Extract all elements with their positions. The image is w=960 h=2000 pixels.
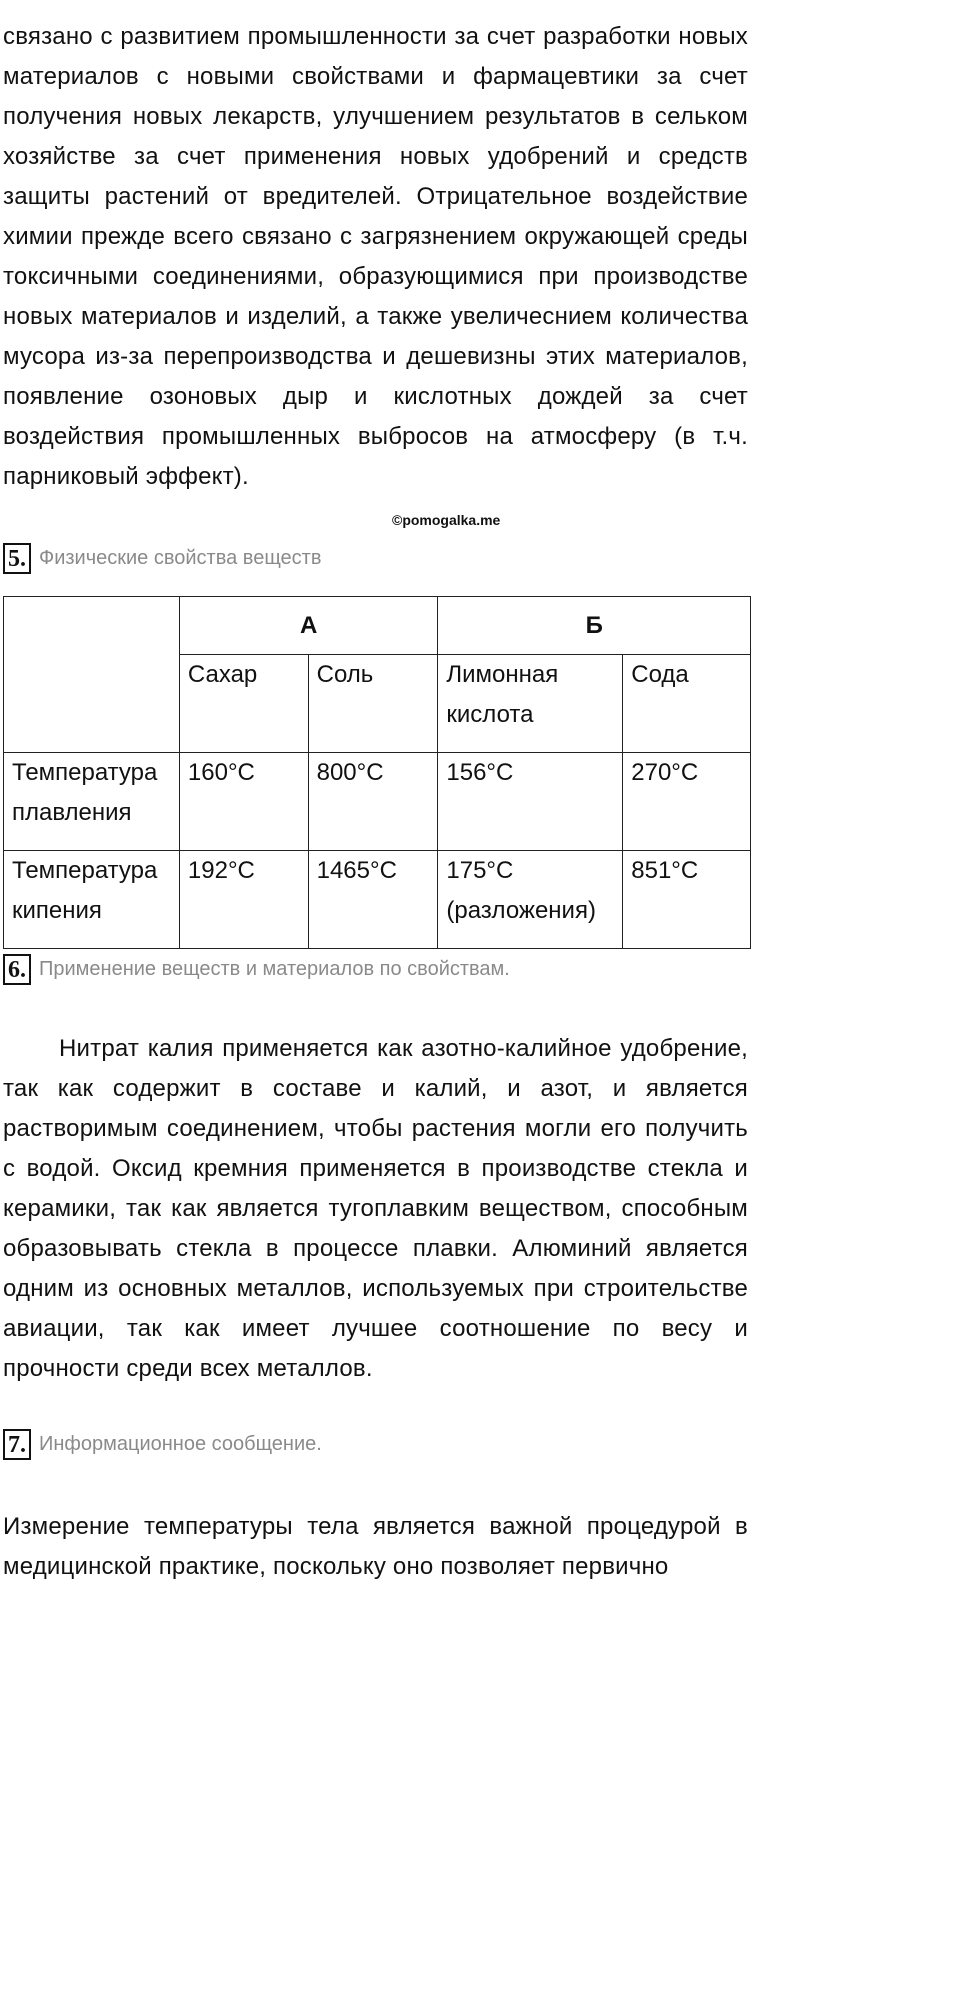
task-6-heading xyxy=(3,953,510,985)
group-a-header: А xyxy=(179,597,437,655)
task-number: 5. xyxy=(3,543,31,574)
table-cell: 160°C xyxy=(179,753,308,851)
column-header: Соль xyxy=(308,655,438,753)
table-cell: 851°C xyxy=(623,851,751,949)
column-header: Сахар xyxy=(179,655,308,753)
column-header: Лимонная кислота xyxy=(438,655,623,753)
task-number: 7. xyxy=(3,1429,31,1460)
properties-table xyxy=(3,596,751,949)
table-cell: 270°C xyxy=(623,753,751,851)
group-b-header: Б xyxy=(438,597,751,655)
task-5-heading xyxy=(3,542,321,574)
task-title: Физические свойства веществ xyxy=(39,546,322,569)
paragraph-materials-application: Нитрат калия применяется как азотно-калийное удобрение, так как содержит в составе и калий, и азот, и является растворимым соединением, чтобы растения могли его получить с водой. Оксид кремния применяется в производстве стекла и керамики, так как является тугоплавким веществом, способным образовывать стекла в процессе плавки. Алюминий является одним из основных металлов, используемых при строительстве авиации, так как имеет лучшее соотношение по весу и прочности среди всех металлов. xyxy=(3,1035,748,1382)
row-label: Температура плавления xyxy=(4,753,180,851)
row-label: Температура кипения xyxy=(4,851,180,949)
table-row xyxy=(4,753,751,851)
task-number: 6. xyxy=(3,954,31,985)
task-title: Информационное сообщение. xyxy=(39,1432,322,1455)
table-cell: 175°C (разложения) xyxy=(438,851,623,949)
task-7-heading xyxy=(3,1428,322,1460)
table-corner-cell xyxy=(4,597,180,753)
table-header-row xyxy=(4,597,751,655)
paragraph-temperature-measurement: Измерение температуры тела является важной процедурой в медицинской практике, поскольку оно позволяет первично xyxy=(3,1513,748,1580)
column-header: Сода xyxy=(623,655,751,753)
table-cell: 156°C xyxy=(438,753,623,851)
paragraph-chemistry-impact: связано с развитием промышленности за счет разработки новых материалов с новыми свойствами и фармацевтики за счет получения новых лекарств, улучшением результатов в сельком хозяйстве за счет применения новых удобрений и средств защиты растений от вредителей. Отрицательное воздействие химии прежде всего связано с загрязнением окружающей среды токсичными соединениями, образующимися при производстве новых материалов и изделий, а также увеличеснием количества мусора из-за перепроизводства и дешевизны этих материалов, появление озоновых дыр и кислотных дождей за счет воздействия промышленных выбросов на атмосферу (в т.ч. парниковый эффект). xyxy=(3,23,748,490)
table-cell: 1465°C xyxy=(308,851,438,949)
watermark: ©pomogalka.me xyxy=(392,512,501,528)
table-cell: 192°C xyxy=(179,851,308,949)
table-cell: 800°C xyxy=(308,753,438,851)
table-row xyxy=(4,851,751,949)
task-title: Применение веществ и материалов по свойствам. xyxy=(39,957,510,980)
